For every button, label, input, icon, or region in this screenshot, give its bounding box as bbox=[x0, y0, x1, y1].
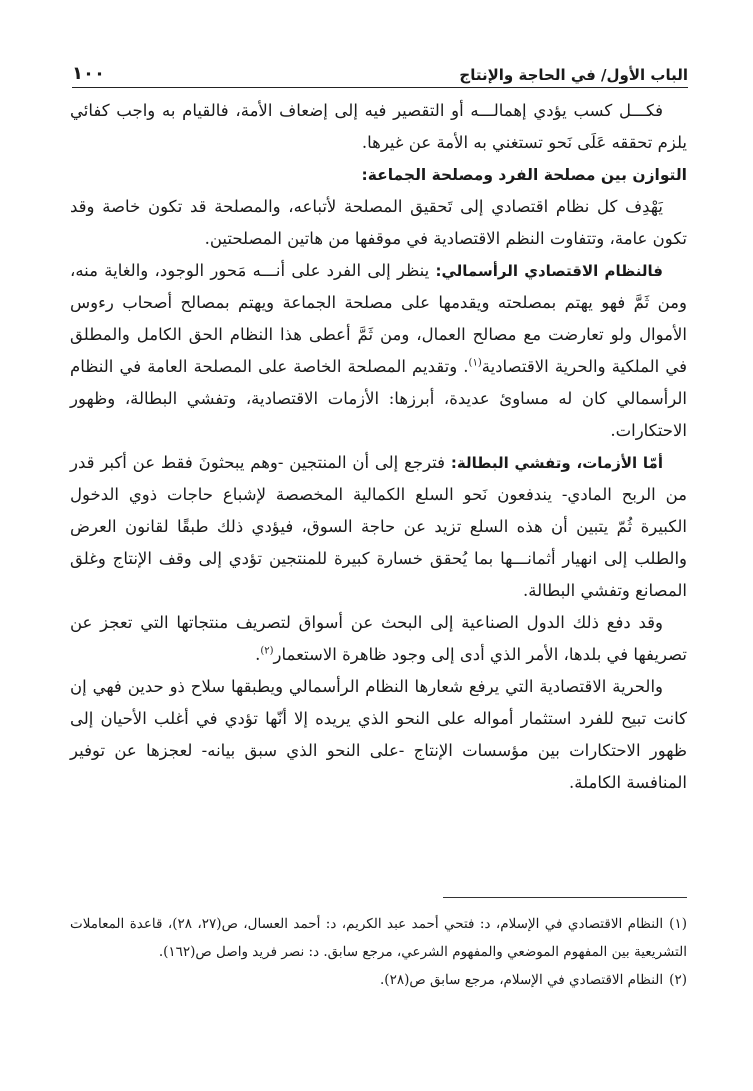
paragraph-3-lead: فالنظام الاقتصادي الرأسمالي: bbox=[435, 262, 664, 280]
page-number: ١٠٠ bbox=[72, 63, 105, 84]
footnote-1-text: النظام الاقتصادي في الإسلام، د: فتحي أحمد عبد الكريم، د: أحمد العسال، ص(٢٧، ٢٨)، قاعدة المعاملات التشريعية بين المفهوم الموضعي والمفهوم الشرعي، مرجع سابق. د: نصر فريد واصل ص(١٦٢). bbox=[70, 916, 687, 960]
footnote-ref-1[interactable]: (١) bbox=[468, 357, 482, 369]
paragraph-4-lead: أمّا الأزمات، وتفشي البطالة: bbox=[450, 454, 663, 472]
footnote-divider bbox=[443, 897, 687, 898]
paragraph-6: والحرية الاقتصادية التي يرفع شعارها النظام الرأسمالي ويطبقها سلاح ذو حدين فهي إن كانت تبيح للفرد استثمار أمواله على النحو الذي يريده إلا أنّها تؤدي في أغلب الأحيان إلى ظهور الاحتكارات بين مؤسسات الإنتاج -على النحو الذي سبق بيانه- لعجزها عن توفير المنافسة الكاملة. bbox=[70, 677, 687, 792]
footnote-2-text: النظام الاقتصادي في الإسلام، مرجع سابق ص(٢٨). bbox=[380, 972, 664, 988]
running-header bbox=[72, 52, 688, 88]
footnote-1-number: (١) bbox=[669, 916, 687, 932]
paragraph-3-text-cont: . وتقديم المصلحة الخاصة على المصلحة العامة في النظام الرأسمالي كان له مساوئ عديدة، أبرزها: الأزمات الاقتصادية، وتفشي البطالة، وظهور الاحتكارات. bbox=[70, 357, 687, 440]
section-heading: التوازن بين مصلحة الفرد ومصلحة الجماعة: bbox=[361, 166, 687, 184]
paragraph-1: فكـــل كسب يؤدي إهمالـــه أو التقصير فيه إلى إضعاف الأمة، فالقيام به واجب كفائي يلزم تحققه عَلَى نَحو تستغني به الأمة عن غيرها. bbox=[70, 101, 687, 152]
footnotes bbox=[70, 910, 687, 994]
footnote-2-number: (٢) bbox=[669, 972, 687, 988]
main-text bbox=[70, 95, 687, 799]
paragraph-3-text: ينظر إلى الفرد على أنـــه مَحور الوجود، والغاية منه، ومن ثَمَّ فهو يهتم بمصلحته ويقدمها على مصلحة الجماعة ويهتم بمصالح أصحاب رءوس الأموال ولو تعارضت مع مصالح العمال، ومن ثَمَّ أعطى هذا النظام الحق الكامل والمطلق في الملكية والحرية الاقتصادية bbox=[70, 261, 687, 376]
footnote-2 bbox=[70, 966, 687, 994]
paragraph-3 bbox=[70, 255, 687, 447]
paragraph-2: يَهْدِف كل نظام اقتصادي إلى تَحقيق المصلحة لأتباعه، والمصلحة قد تكون خاصة وقد تكون عامة، وتتفاوت النظم الاقتصادية في موقفها من هاتين المصلحتين. bbox=[70, 197, 687, 248]
paragraph-4-text: فترجع إلى أن المنتجين -وهم يبحثونَ فقط عن أكبر قدر من الربح المادي- يندفعون نَحو السلع الكمالية المخصصة لإشباع حاجات ذوي الدخول الكبيرة ثُمّ يتبين أن هذه السلع تزيد عن حاجة السوق، فيؤدي ذلك طبقًا لقانون العرض والطلب إلى انهيار أثمانـــها بما يُحقق خسارة كبيرة للمنتجين تؤدي إلى وقف الإنتاج وغلق المصانع وتفشي البطالة. bbox=[70, 453, 687, 600]
paragraph-5 bbox=[70, 607, 687, 671]
chapter-title: الباب الأول/ في الحاجة والإنتاج bbox=[459, 66, 688, 84]
footnote-ref-2[interactable]: (٢) bbox=[260, 645, 274, 657]
paragraph-5-end: . bbox=[255, 645, 261, 664]
footnote-1 bbox=[70, 910, 687, 966]
paragraph-5-text: وقد دفع ذلك الدول الصناعية إلى البحث عن أسواق لتصريف منتجاتها التي تعجز عن تصريفها في بلدها، الأمر الذي أدى إلى وجود ظاهرة الاستعمار bbox=[70, 613, 687, 664]
paragraph-4 bbox=[70, 447, 687, 607]
